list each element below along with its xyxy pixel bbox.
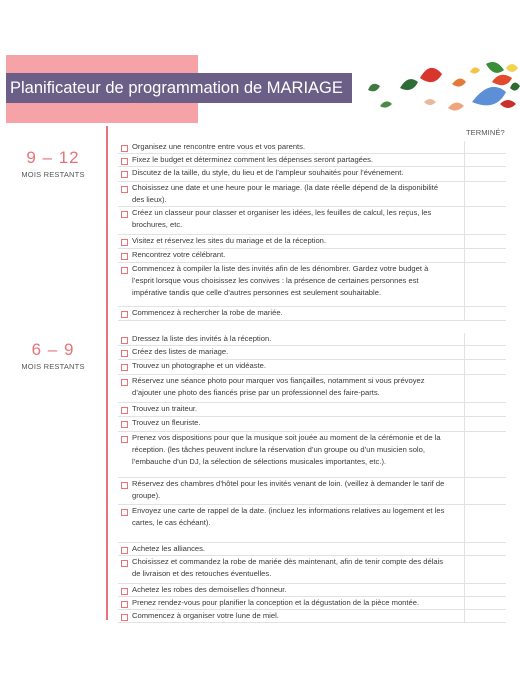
task-checkbox[interactable] — [121, 311, 128, 318]
section-heading — [0, 148, 106, 179]
floral-petals-icon — [360, 48, 520, 124]
task-row — [118, 207, 506, 235]
completed-cell[interactable] — [464, 360, 507, 374]
task-checkbox[interactable] — [121, 253, 128, 260]
completed-cell[interactable] — [464, 235, 507, 248]
completed-cell[interactable] — [464, 597, 507, 609]
task-text: Choisissez une date et une heure pour le mariage. (la date réelle dépend de la disponibilité des lieux). — [132, 183, 439, 204]
task-text: Dressez la liste des invités à la réception. — [132, 334, 272, 343]
task-row — [118, 182, 506, 207]
completed-cell[interactable] — [464, 610, 507, 622]
task-checkbox[interactable] — [121, 421, 128, 428]
task-row — [118, 543, 506, 556]
task-row — [118, 556, 506, 584]
task-text: Rencontrez votre célébrant. — [132, 250, 226, 259]
task-row — [118, 263, 506, 307]
completed-cell[interactable] — [464, 154, 507, 166]
completed-cell[interactable] — [464, 249, 507, 262]
completed-cell[interactable] — [464, 478, 507, 504]
task-checkbox[interactable] — [121, 436, 128, 443]
task-checkbox[interactable] — [121, 547, 128, 554]
task-checkbox[interactable] — [121, 239, 128, 246]
completed-cell[interactable] — [464, 333, 507, 345]
task-checkbox[interactable] — [121, 267, 128, 274]
months-remaining-label: MOIS RESTANTS — [21, 362, 85, 371]
task-text: Achetez les alliances. — [132, 544, 206, 553]
task-row — [118, 307, 506, 321]
completed-cell[interactable] — [464, 307, 507, 320]
task-checkbox[interactable] — [121, 186, 128, 193]
task-row — [118, 584, 506, 597]
task-checkbox[interactable] — [121, 614, 128, 621]
completed-cell[interactable] — [464, 543, 507, 555]
completed-cell[interactable] — [464, 167, 507, 181]
task-checkbox[interactable] — [121, 350, 128, 357]
task-row — [118, 235, 506, 249]
completed-cell[interactable] — [464, 417, 507, 431]
completed-cell[interactable] — [464, 375, 507, 402]
task-text: Créez un classeur pour classer et organiser les idées, les feuilles de calcul, les reçus, les brochures, etc. — [132, 208, 432, 229]
completed-cell[interactable] — [464, 182, 507, 206]
task-text: Envoyez une carte de rappel de la date. (incluez les informations relatives au logement et les cartes, le cas échéant). — [132, 506, 445, 527]
completed-cell[interactable] — [464, 403, 507, 416]
task-row — [118, 432, 506, 478]
task-row — [118, 167, 506, 182]
task-text: Réservez des chambres d’hôtel pour les invités venant de loin. (veillez à demander le tarif de groupe). — [132, 479, 445, 500]
task-row — [118, 403, 506, 417]
task-row — [118, 154, 506, 167]
task-row — [118, 505, 506, 543]
task-row — [118, 375, 506, 403]
task-row — [118, 597, 506, 610]
task-row — [118, 141, 506, 154]
months-range: 6 – 9 — [31, 340, 75, 359]
task-checkbox[interactable] — [121, 171, 128, 178]
months-range: 9 – 12 — [26, 148, 80, 167]
task-text: Discutez de la taille, du style, du lieu et de l’ampleur souhaités pour l’événement. — [132, 168, 404, 177]
task-checkbox[interactable] — [121, 601, 128, 608]
task-text: Visitez et réservez les sites du mariage et de la réception. — [132, 236, 327, 245]
task-text: Choisissez et commandez la robe de mariée dès maintenant, afin de tenir compte des délais de livraison et des retouches éventuelles. — [132, 557, 444, 578]
task-checkbox[interactable] — [121, 482, 128, 489]
task-text: Commencez à compiler la liste des invités afin de les dénombrer. Gardez votre budget à l’esprit lorsque vous choisissez les convives : la présence de certaines personnes est impérative tandis que celle d’autres personnes est seulement souhaitable. — [132, 264, 429, 297]
task-row — [118, 610, 506, 623]
task-text: Prenez vos dispositions pour que la musique soit jouée au moment de la cérémonie et de la réception. (les tâches peuvent inclure la réservation d’un groupe ou d’un musicien solo, l’embauche d’un DJ, la sélection de sélections musicales importantes, etc.). — [132, 433, 441, 466]
task-text: Commencez à organiser votre lune de miel. — [132, 611, 279, 620]
task-text: Trouvez un photographe et un vidéaste. — [132, 361, 266, 370]
task-row — [118, 360, 506, 375]
completed-cell[interactable] — [464, 207, 507, 234]
completed-cell[interactable] — [464, 584, 507, 596]
task-checkbox[interactable] — [121, 560, 128, 567]
task-text: Réservez une séance photo pour marquer vos fiançailles, notamment si vous prévoyez d’ajouter une photo des fiancés prise par un professionnel des faire-parts. — [132, 376, 425, 397]
timeline-divider — [106, 126, 108, 620]
completed-cell[interactable] — [464, 263, 507, 306]
task-checkbox[interactable] — [121, 407, 128, 414]
completed-cell[interactable] — [464, 556, 507, 583]
section-heading — [0, 340, 106, 371]
task-text: Organisez une rencontre entre vous et vos parents. — [132, 142, 306, 151]
task-checkbox[interactable] — [121, 379, 128, 386]
task-row — [118, 346, 506, 360]
task-text: Prenez rendez-vous pour planifier la conception et la dégustation de la pièce montée. — [132, 598, 420, 607]
task-text: Trouvez un traiteur. — [132, 404, 198, 413]
months-remaining-label: MOIS RESTANTS — [21, 170, 85, 179]
completed-cell[interactable] — [464, 432, 507, 477]
task-text: Achetez les robes des demoiselles d’honneur. — [132, 585, 287, 594]
task-row — [118, 417, 506, 432]
task-checkbox[interactable] — [121, 211, 128, 218]
task-text: Fixez le budget et déterminez comment les dépenses seront partagées. — [132, 155, 374, 164]
task-checkbox[interactable] — [121, 588, 128, 595]
completed-cell[interactable] — [464, 346, 507, 359]
page-title: Planificateur de programmation de MARIAGE — [6, 73, 352, 103]
task-row — [118, 249, 506, 263]
task-text: Créez des listes de mariage. — [132, 347, 229, 356]
task-checkbox[interactable] — [121, 364, 128, 371]
completed-column-header: TERMINÉ? — [466, 128, 505, 137]
task-text: Trouvez un fleuriste. — [132, 418, 201, 427]
task-text: Commencez à rechercher la robe de mariée. — [132, 308, 283, 317]
completed-cell[interactable] — [464, 505, 507, 542]
task-row — [118, 478, 506, 505]
completed-cell[interactable] — [464, 141, 507, 153]
task-checkbox[interactable] — [121, 158, 128, 165]
task-checkbox[interactable] — [121, 509, 128, 516]
task-checkbox[interactable] — [121, 145, 128, 152]
task-checkbox[interactable] — [121, 337, 128, 344]
task-row — [118, 333, 506, 346]
